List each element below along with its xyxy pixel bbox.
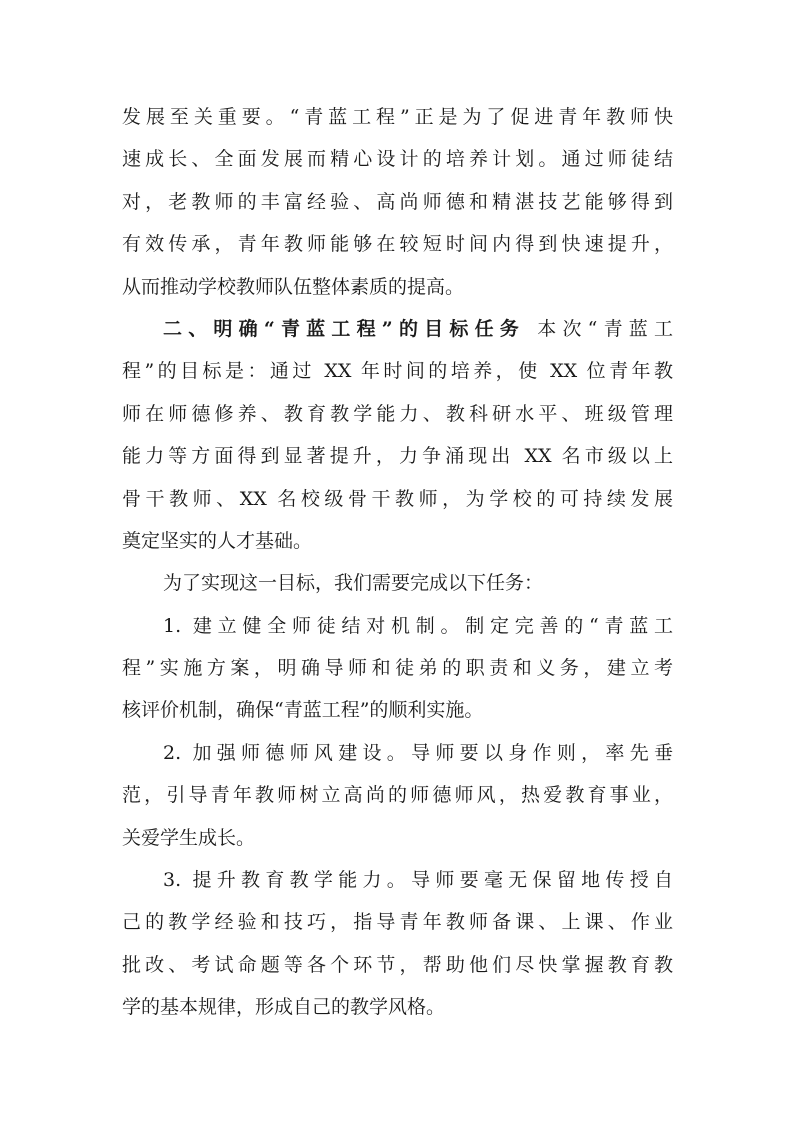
text-line: 学的基本规律，形成自己的教学风格。: [122, 996, 446, 1019]
paragraph-task-2: [122, 732, 673, 859]
paragraph-task-3: [122, 859, 673, 1029]
text-line: 师在师德修养、教育教学能力、教科研水平、班级管理: [122, 402, 673, 425]
text-line: [122, 308, 673, 350]
text-line: 骨干教师、XX 名校级骨干教师，为学校的可持续发展: [122, 487, 673, 510]
text-line: 对，老教师的丰富经验、高尚师德和精湛技艺能够得到: [122, 190, 673, 213]
text-line: 为了实现这一目标，我们需要完成以下任务：: [163, 572, 544, 595]
heading-trailing-text: 本次“青蓝工: [524, 317, 673, 340]
paragraph-section-two: [122, 308, 673, 562]
paragraph-intro: [122, 562, 673, 604]
text-line: 3. 提升教育教学能力。导师要毫无保留地传授自: [163, 869, 673, 892]
text-line: 关爱学生成长。: [122, 826, 256, 849]
text-line: 能力等方面得到显著提升，力争涌现出 XX 名市级以上: [122, 445, 673, 468]
section-heading: 二、明确“青蓝工程”的目标任务: [163, 317, 525, 340]
text-line: 发展至关重要。“青蓝工程”正是为了促进青年教师快: [122, 106, 673, 128]
paragraph-importance: [122, 96, 673, 308]
paragraph-task-1: [122, 605, 673, 732]
text-line: 程”实施方案，明确导师和徒弟的职责和义务，建立考: [122, 657, 673, 680]
text-line: 速成长、全面发展而精心设计的培养计划。通过师徒结: [122, 148, 673, 171]
text-line: 范，引导青年教师树立高尚的师德师风，热爱教育事业，: [122, 784, 673, 807]
text-line: 核评价机制，确保“青蓝工程”的顺利实施。: [122, 699, 484, 722]
text-line: 从而推动学校教师队伍整体素质的提高。: [122, 275, 465, 298]
text-line: 1. 建立健全师徒结对机制。制定完善的“青蓝工: [163, 614, 673, 637]
text-line: 2. 加强师德师风建设。导师要以身作则，率先垂: [163, 741, 673, 764]
document-body: [122, 96, 673, 1029]
text-line: 奠定坚实的人才基础。: [122, 529, 313, 552]
text-line: 批改、考试命题等各个环节，帮助他们尽快掌握教育教: [122, 953, 673, 976]
text-line: 程”的目标是：通过 XX 年时间的培养，使 XX 位青年教: [122, 360, 673, 383]
text-line: 有效传承，青年教师能够在较短时间内得到快速提升，: [122, 233, 673, 256]
text-line: 己的教学经验和技巧，指导青年教师备课、上课、作业: [122, 911, 673, 934]
